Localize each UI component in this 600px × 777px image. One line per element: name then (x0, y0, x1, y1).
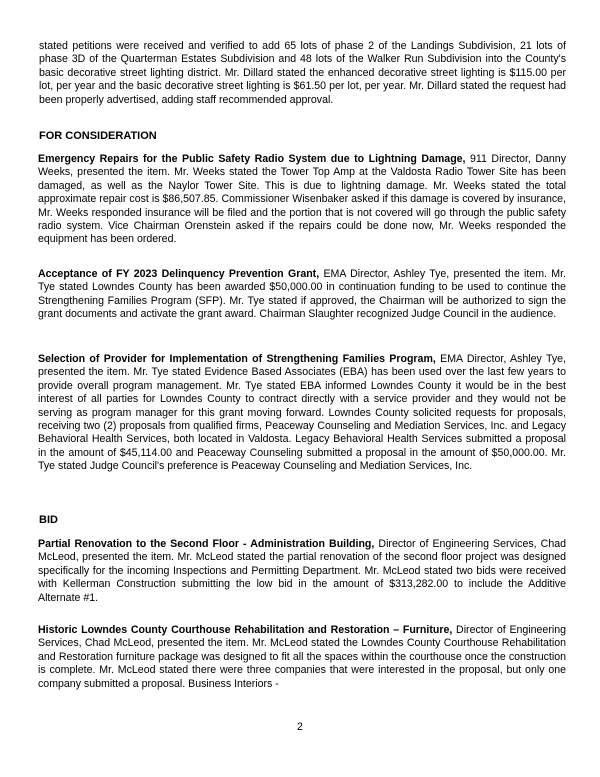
item-title: Partial Renovation to the Second Floor - Administration Building, (38, 538, 375, 550)
item-delinquency-grant (38, 268, 566, 322)
item-title: Emergency Repairs for the Public Safety Radio System due to Lightning Damage, (38, 153, 466, 165)
page-number: 2 (297, 721, 303, 733)
item-body: Director of Engineering Services, Chad McLeod, presented the item. Mr. McLeod stated the partial renovation of the second floor project was designed specifically for the incoming Inspections and Permitting Department. Mr. McLeod stated two bids were received with Kellerman Construction submitting the low bid in the amount of $313,282.00 to include the Additive Alternate #1. (38, 538, 566, 604)
item-body: 911 Director, Danny Weeks, presented the item. Mr. Weeks stated the Tower Top Amp at the Valdosta Radio Tower Site has been damaged, as well as the Naylor Tower Site. This is due to lightning damage. Mr. Weeks stated the total approximate repair cost is $86,507.85. Commissioner Wisenbaker asked if this damage is covered by insurance, Mr. Weeks responded insurance will be filed and the portion that is not covered will go through the public safety radio system. Vice Chairman Orenstein asked if the repairs could be done now, Mr. Weeks responded the equipment has been ordered. (38, 153, 566, 246)
item-body: EMA Director, Ashley Tye, presented the item. Mr. Tye stated Lowndes County has been awarded $50,000.00 in continuation funding to be used to continue the Strengthening Families Program (SFP). Mr. Tye stated if approved, the Chairman will be authorized to sign the grant documents and activate the grant award. Chairman Slaughter recognized Judge Council in the audience. (38, 268, 566, 321)
item-title: Historic Lowndes County Courthouse Rehabilitation and Restoration – Furniture, (38, 624, 453, 636)
item-body: EMA Director, Ashley Tye, presented the item. Mr. Tye stated Evidence Based Associates (EBA) has been used over the last few years to provide overall program management. Mr. Tye stated EBA informed Lowndes County it would be in the best interest of all parties for Lowndes County to contract directly with a service provider and they would not be serving as program manager for this grant moving forward. Lowndes County solicited requests for proposals, receiving two (2) proposals from qualified firms, Peaceway Counseling and Mediation Services, Inc. and Legacy Behavioral Health Services, both located in Valdosta. Legacy Behavioral Health Services submitted a proposal in the amount of $45,114.00 and Peaceway Counseling submitted a proposal in the amount of $50,000.00. Mr. Tye stated Judge Council's preference is Peaceway Counseling and Mediation Services, Inc. (38, 353, 566, 473)
intro-paragraph: stated petitions were received and verified to add 65 lots of phase 2 of the Landings Subdivision, 21 lots of phase 3D of the Quarterman Estates Subdivision and 48 lots of the Walker Run Subdivision into the County's basic decorative street lighting district. Mr. Dillard stated the enhanced decorative street lighting is $115.00 per lot, per year and the basic decorative street lighting is $61.50 per lot, per year. Mr. Dillard stated the request had been properly advertised, adding staff recommended approval. (39, 40, 566, 106)
item-title: Selection of Provider for Implementation of Strengthening Families Program, (38, 353, 436, 365)
section-heading-for-consideration: FOR CONSIDERATION (39, 130, 157, 142)
item-emergency-repairs (38, 153, 566, 247)
item-body: Director of Engineering Services, Chad McLeod, presented the item. Mr. McLeod stated the Lowndes County Courthouse Rehabilitation and Restoration furniture package was designed to fit all the spaces within the courthouse once the construction is complete. Mr. McLeod stated there were three companies that were interested in the proposal, but only one company submitted a proposal. Business Interiors - (38, 624, 566, 690)
section-heading-bid: BID (39, 514, 58, 526)
item-title: Acceptance of FY 2023 Delinquency Prevention Grant, (38, 268, 320, 280)
item-second-floor-renovation (38, 538, 566, 605)
item-strengthening-families-provider (38, 353, 566, 474)
item-courthouse-furniture (38, 624, 566, 691)
